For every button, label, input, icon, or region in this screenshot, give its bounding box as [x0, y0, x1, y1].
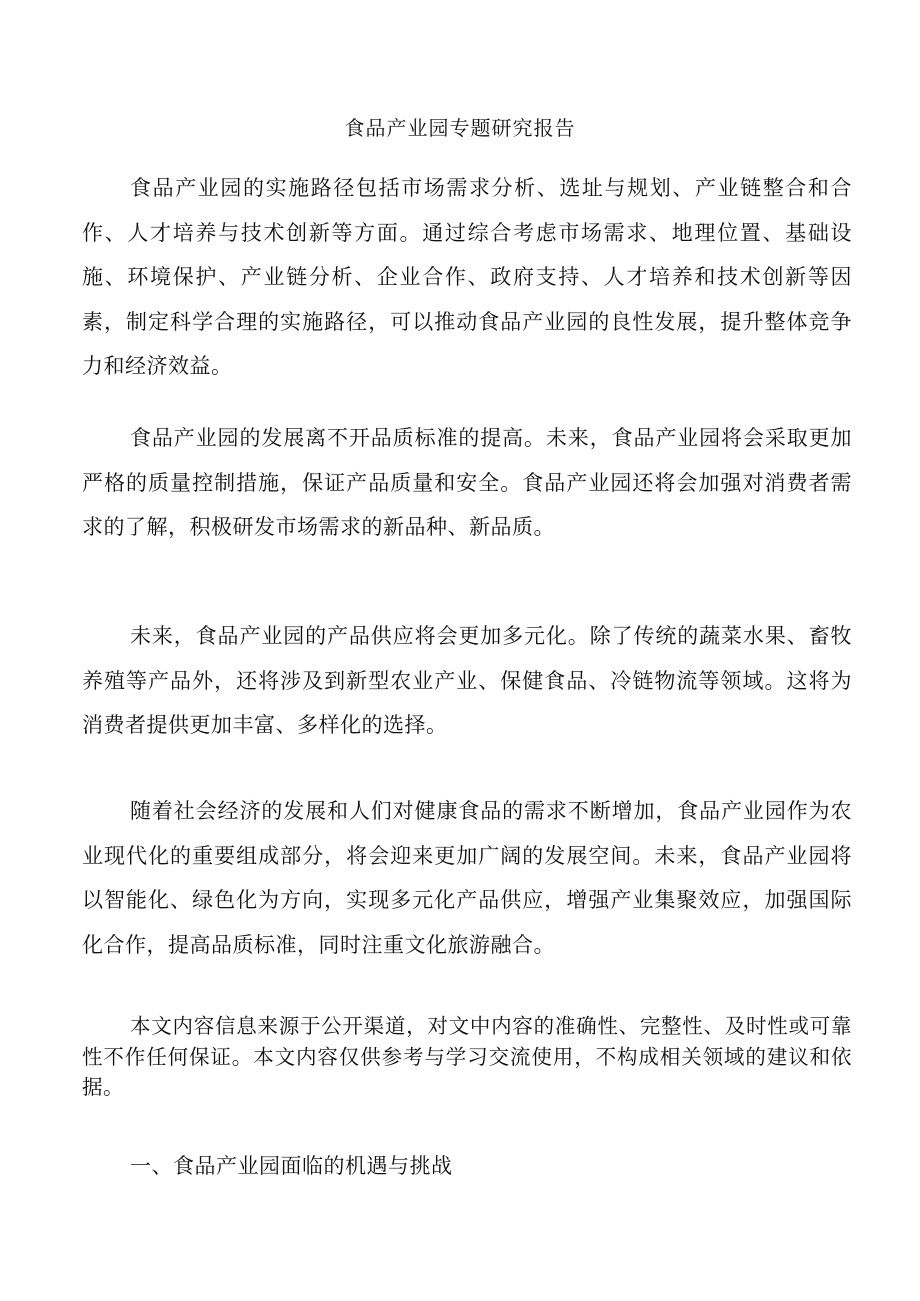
paragraph-quality-standards: 食品产业园的发展离不开品质标准的提高。未来，食品产业园将会采取更加严格的质量控制措施，保证产品质量和安全。食品产业园还将会加强对消费者需求的了解，积极研发市场需求的新品种、新品质。 — [82, 426, 852, 539]
document-title: 食品产业园专题研究报告 — [344, 116, 576, 140]
paragraph-product-diversification: 未来，食品产业园的产品供应将会更加多元化。除了传统的蔬菜水果、畜牧养殖等产品外，还将涉及到新型农业产业、保健食品、冷链物流等领域。这将为消费者提供更加丰富、多样化的选择。 — [82, 624, 852, 737]
paragraph-future-development: 随着社会经济的发展和人们对健康食品的需求不断增加，食品产业园作为农业现代化的重要组成部分，将会迎来更加广阔的发展空间。未来，食品产业园将以智能化、绿色化为方向，实现多元化产品供应，增强产业集聚效应，加强国际化合作，提高品质标准，同时注重文化旅游融合。 — [82, 799, 852, 957]
paragraph-disclaimer: 本文内容信息来源于公开渠道，对文中内容的准确性、完整性、及时性或可靠性不作任何保证。本文内容仅供参考与学习交流使用，不构成相关领域的建议和依据。 — [82, 1014, 852, 1099]
section-heading: 一、食品产业园面临的机遇与挑战 — [130, 1154, 453, 1178]
paragraph-implementation-path: 食品产业园的实施路径包括市场需求分析、选址与规划、产业链整合和合作、人才培养与技术创新等方面。通过综合考虑市场需求、地理位置、基础设施、环境保护、产业链分析、企业合作、政府支持、人才培养和技术创新等因素，制定科学合理的实施路径，可以推动食品产业园的良性发展，提升整体竞争力和经济效益。 — [82, 176, 852, 378]
